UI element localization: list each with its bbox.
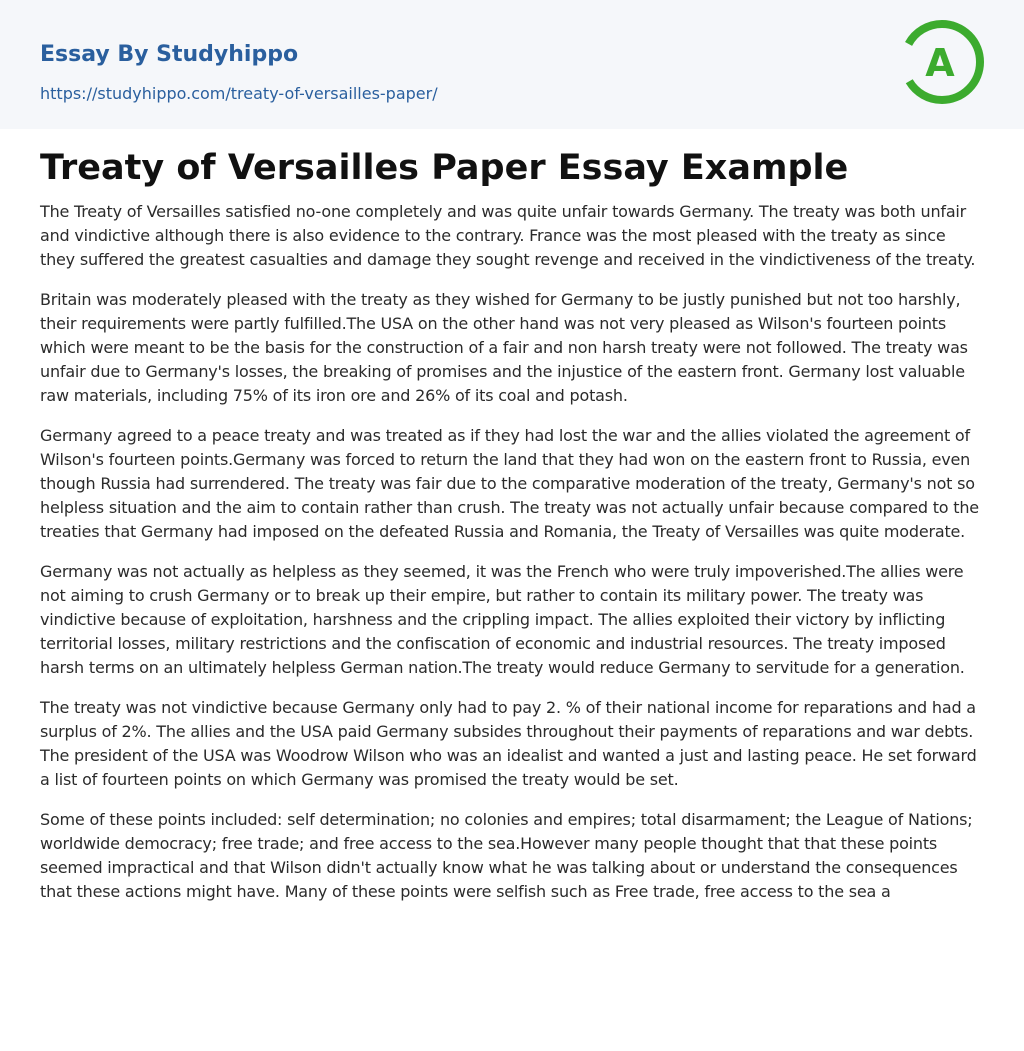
article-paragraph-3: Germany agreed to a peace treaty and was treated as if they had lost the war and the allies violated the agreement of Wilson's fourteen points.Germany was forced to return the land that they had won on the eastern front to Russia, even though Russia had surrendered. The treaty was fair due to the comparative moderation of the treaty, Germany's not so helpless situation and the aim to contain rather than crush. The treaty was not actually unfair because compared to the treaties that Germany had imposed on the defeated Russia and Romania, the Treaty of Versailles was quite moderate. bbox=[40, 426, 979, 541]
site-brand[interactable]: Essay By Studyhippo bbox=[40, 42, 299, 67]
page-url-link[interactable]: https://studyhippo.com/treaty-of-versailles-paper/ bbox=[40, 84, 438, 103]
article-paragraph-2: Britain was moderately pleased with the treaty as they wished for Germany to be justly punished but not too harshly, their requirements were partly fulfilled.The USA on the other hand was not very pleased as Wilson's fourteen points which were meant to be the basis for the construction of a fair and non harsh treaty were not followed. The treaty was unfair due to Germany's losses, the breaking of promises and the injustice of the eastern front. Germany lost valuable raw materials, including 75% of its iron ore and 26% of its coal and potash. bbox=[40, 290, 968, 405]
article bbox=[40, 144, 984, 920]
site-header bbox=[0, 0, 1024, 129]
article-paragraph-6: Some of these points included: self determination; no colonies and empires; total disarmament; the League of Nations; worldwide democracy; free trade; and free access to the sea.However many people thought that that these points seemed impractical and that Wilson didn't actually know what he was talking about or understand the consequences that these actions might have. Many of these points were selfish such as Free trade, free access to the sea a bbox=[40, 810, 973, 901]
article-paragraph-4: Germany was not actually as helpless as they seemed, it was the French who were truly impoverished.The allies were not aiming to crush Germany or to break up their empire, but rather to contain its military power. The treaty was vindictive because of exploitation, harshness and the crippling impact. The allies exploited their victory by inflicting territorial losses, military restrictions and the confiscation of economic and industrial resources. The treaty imposed harsh terms on an ultimately helpless German nation.The treaty would reduce Germany to servitude for a generation. bbox=[40, 562, 965, 677]
article-paragraph-1: The Treaty of Versailles satisfied no-one completely and was quite unfair towards Germany. The treaty was both unfair and vindictive although there is also evidence to the contrary. France was the most pleased with the treaty as since they suffered the greatest casualties and damage they sought revenge and received in the vindictiveness of the treaty. bbox=[40, 202, 976, 269]
studyhippo-logo-icon[interactable] bbox=[896, 16, 988, 108]
logo-letter: A bbox=[925, 41, 955, 85]
article-title: Treaty of Versailles Paper Essay Example bbox=[40, 148, 849, 188]
article-paragraph-5: The treaty was not vindictive because Germany only had to pay 2. % of their national income for reparations and had a surplus of 2%. The allies and the USA paid Germany subsides throughout their payments of reparations and war debts. The president of the USA was Woodrow Wilson who was an idealist and wanted a just and lasting peace. He set forward a list of fourteen points on which Germany was promised the treaty would be set. bbox=[40, 698, 977, 789]
